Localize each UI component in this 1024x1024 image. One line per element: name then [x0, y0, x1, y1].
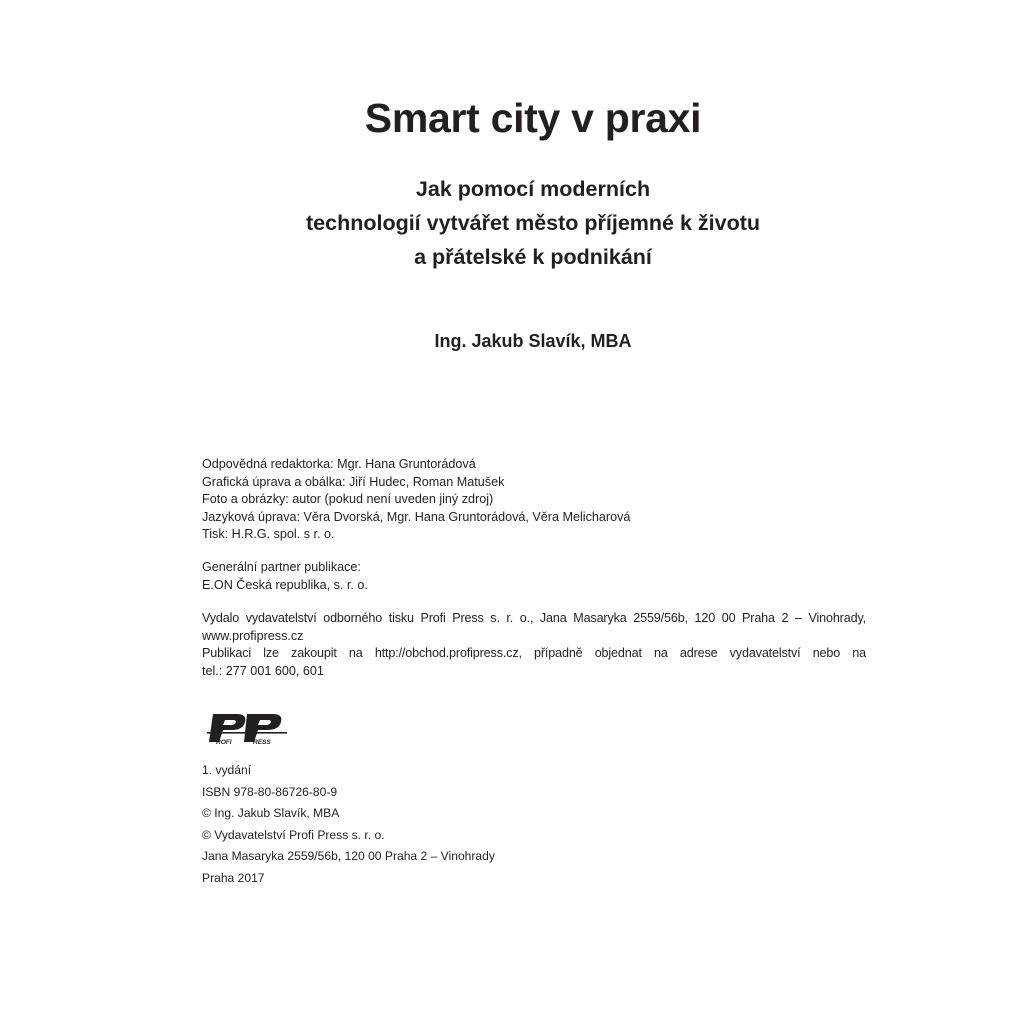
editorial-credits [202, 456, 866, 544]
publisher-info [202, 610, 866, 680]
publisher-address: Jana Masaryka 2559/56b, 120 00 Praha 2 – Vinohrady [202, 849, 495, 864]
place-year: Praha 2017 [202, 870, 265, 885]
profi-press-logo-icon [203, 712, 289, 746]
partner-label: Generální partner publikace: [202, 560, 361, 574]
publisher-phone: tel.: 277 001 600, 601 [202, 663, 324, 678]
credit-line: Foto a obrázky: autor (pokud není uveden jiný zdroj) [202, 492, 494, 506]
svg-text:RESS: RESS [253, 739, 271, 746]
copyright-author: © Ing. Jakub Slavík, MBA [202, 806, 340, 821]
edition: 1. vydání [202, 763, 252, 777]
subtitle-line: a přátelské k podnikání [414, 245, 652, 269]
subtitle-line: Jak pomocí moderních [415, 177, 651, 201]
publisher-line: Vydalo vydavatelství odborného tisku Profi Press s. r. o., Jana Masaryka 2559/56b, 120 00 Praha 2 – Vinohrady, [202, 611, 866, 625]
publisher-line: Publikaci lze zakoupit na http://obchod.profipress.cz, případně objednat na adrese vydavatelství nebo na [202, 646, 866, 660]
credit-line: Odpovědná redaktorka: Mgr. Hana Gruntorádová [202, 457, 476, 471]
book-title: Smart city v praxi [364, 95, 702, 141]
svg-text:ROFI: ROFI [216, 739, 232, 746]
credit-line: Grafická úprava a obálka: Jiří Hudec, Roman Matušek [202, 474, 505, 489]
book-subtitle [0, 172, 1024, 274]
imprint-details [202, 762, 495, 892]
credit-line: Tisk: H.R.G. spol. s r. o. [202, 527, 335, 541]
book-author: Ing. Jakub Slavík, MBA [434, 331, 632, 351]
general-partner [202, 559, 866, 594]
isbn: ISBN 978-80-86726-80-9 [202, 784, 338, 799]
publisher-website: www.profipress.cz [202, 628, 304, 643]
credit-line: Jazyková úprava: Věra Dvorská, Mgr. Hana Gruntorádová, Věra Melicharová [202, 509, 631, 524]
copyright-publisher: © Vydavatelství Profi Press s. r. o. [202, 827, 385, 842]
partner-name: E.ON Česká republika, s. r. o. [202, 577, 368, 592]
subtitle-line: technologií vytvářet město příjemné k životu [306, 211, 760, 235]
